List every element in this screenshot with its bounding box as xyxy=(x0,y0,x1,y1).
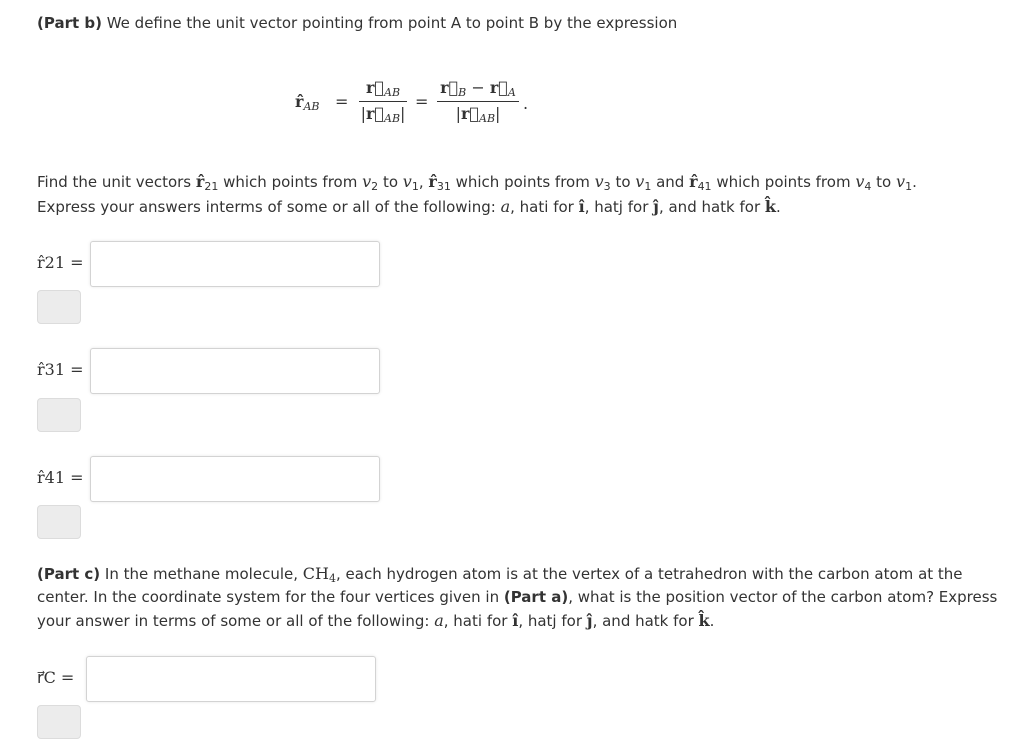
part-c-line-2: center. In the coordinate system for the four vertices given in (Part a), what is the position vector of the carbon atom? Express xyxy=(37,588,998,606)
eq-fraction-1 xyxy=(359,74,407,130)
r21-answer-input[interactable] xyxy=(90,241,380,287)
part-c-heading: (Part c) xyxy=(37,565,101,583)
r41-label: r̂41 = xyxy=(37,468,84,487)
eq-fraction-1-numerator: $r⃗_{AB}$ xyxy=(365,78,401,99)
methane-formula: $CH_4$ xyxy=(302,564,336,585)
eq-period: . xyxy=(523,94,529,113)
rc-label: r⃗C = xyxy=(37,668,75,687)
r31-answer-input[interactable] xyxy=(90,348,380,394)
eq-fraction-bar xyxy=(437,101,519,102)
r31-label: r̂31 = xyxy=(37,360,84,379)
part-c-line-3: your answer in terms of some or all of the following: a, hati for î, hatj for ĵ, and hatk for k̂. xyxy=(37,611,715,630)
eq-equals-1: = xyxy=(335,92,349,111)
part-b-intro-text: We define the unit vector pointing from point A to point B by the expression xyxy=(106,14,678,32)
eq-equals-2: = xyxy=(415,92,429,111)
r41-answer-input[interactable] xyxy=(90,456,380,502)
eq-fraction-2-numerator: $r⃗_B$ − $r⃗_A$ xyxy=(440,78,516,99)
k-hat-symbol: k̂ xyxy=(764,197,777,216)
r21-label: r̂21 = xyxy=(37,253,84,272)
eq-fraction-2-denominator: $|r⃗_{AB}|$ xyxy=(455,104,501,125)
part-b-find-line: Find the unit vectors $r̂_{21}$ which points from $v_2$ to $v_1$, $r̂_{31}$ which points from $v_3$ to $v_1$ and $r̂_{41}$ which points from $v_4$ to $v_1$. xyxy=(37,172,917,193)
eq-fraction-bar xyxy=(359,101,407,102)
i-hat-symbol: î xyxy=(578,197,585,216)
eq-fraction-1-denominator: $|r⃗_{AB}|$ xyxy=(360,104,406,125)
r31-check-button[interactable] xyxy=(37,398,81,432)
r41-check-button[interactable] xyxy=(37,505,81,539)
part-b-intro xyxy=(37,12,677,34)
eq-lhs: $r̂_{AB}$ xyxy=(295,92,320,113)
rc-check-button[interactable] xyxy=(37,705,81,739)
eq-fraction-2 xyxy=(437,74,519,130)
r21-check-button[interactable] xyxy=(37,290,81,324)
rc-answer-input[interactable] xyxy=(86,656,376,702)
part-b-heading: (Part b) xyxy=(37,14,102,32)
part-c-line-1: (Part c) In the methane molecule, $CH_4$, each hydrogen atom is at the vertex of a tetrahedron with the carbon atom at the xyxy=(37,564,963,585)
j-hat-symbol: ĵ xyxy=(653,197,659,216)
part-b-express-line: Express your answers interms of some or all of the following: a, hati for î, hatj for ĵ, and hatk for k̂. xyxy=(37,197,781,216)
